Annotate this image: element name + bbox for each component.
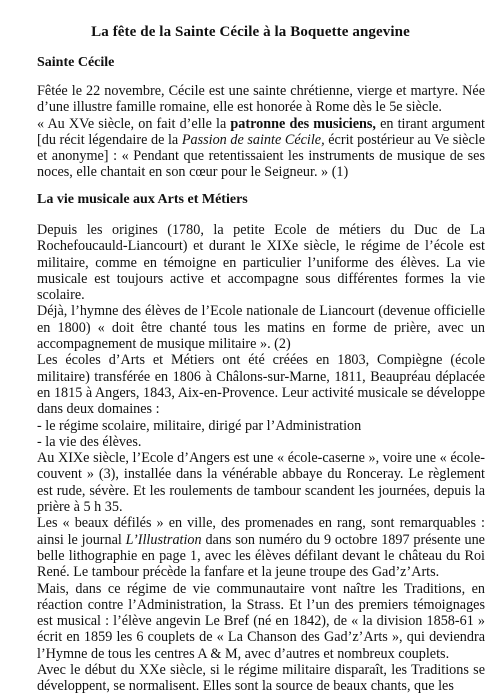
bold-text: patronne des musiciens, xyxy=(230,115,376,132)
paragraph: Au XIXe siècle, l’Ecole d’Angers est une « école-caserne », voire une « école-couvent » (3), installée dans la vénérable abbaye du Ronceray. Le règlement est rude, sévère. Et les roulements de tambour scandent les journées, depuis la prière à 5 h 35. xyxy=(37,450,485,516)
text-run: dans son numéro du 9 octobre 1897 présente une belle lithographie en page 1, avec les élèves défilant devant le château du Roi René. Le tambour précède la fanfare et la jeune troupe des Gad’z’Arts. xyxy=(37,531,485,581)
list-item: - le régime scolaire, militaire, dirigé par l’Administration xyxy=(37,417,362,434)
text-run: écrit postérieur au Ve siècle et anonyme] : « Pendant que retentissaient les instruments de musique de ses noces, elle chantait en son cœur pour le Seigneur. » (1) xyxy=(37,131,485,181)
paragraph: Avec le début du XXe siècle, si le régime militaire disparaît, les Traditions se développent, se normalisent. Elles sont la source de beaux chants, que les xyxy=(37,662,485,695)
section-sainte-cecile-body xyxy=(37,83,485,181)
paragraph-illustration xyxy=(37,515,485,580)
text-run: Les « beaux défilés » en ville, des promenades en rang, sont remarquables : ainsi le journal xyxy=(37,515,485,548)
paragraph: Depuis les origines (1780, la petite Ecole de métiers du Duc de La Rochefoucauld-Liancourt) et durant le XIXe siècle, le régime de l’école est militaire, comme en témoigne en particulier l’uniforme des élèves. La vie musicale est toujours active et accompagne sous différentes formes la vie scolaire. xyxy=(37,222,485,304)
text-run: en tirant argument [du récit légendaire de la xyxy=(37,115,485,148)
paragraph-patronne xyxy=(37,116,485,181)
section-heading-sainte-cecile: Sainte Cécile xyxy=(37,55,115,70)
italic-text: Passion de sainte Cécile, xyxy=(181,131,325,148)
paragraph: Déjà, l’hymne des élèves de l’Ecole nationale de Liancourt (devenue officielle en 1800) « doit être chanté tous les matins en forme de prière, avec un accompagnement de musique militaire ». (2) xyxy=(37,303,485,353)
paragraph: Fêtée le 22 novembre, Cécile est une sainte chrétienne, vierge et martyre. Née d’une illustre famille romaine, elle est honorée à Rome dès le 5e siècle. xyxy=(37,83,485,116)
text-run: « Au XVe siècle, on fait d’elle la xyxy=(37,115,231,132)
section-vie-musicale-body xyxy=(37,222,485,695)
paragraph: Les écoles d’Arts et Métiers ont été créées en 1803, Compiègne (école militaire) transférée en 1806 à Châlons-sur-Marne, 1811, Beaupréau déplacée en 1815 à Angers, 1843, Aix-en-Provence. Leur activité musicale se développe dans deux domaines : xyxy=(37,352,485,418)
list-item: - la vie des élèves. xyxy=(37,433,142,450)
italic-text: L’Illustration xyxy=(125,531,202,548)
paragraph: Mais, dans ce régime de vie communautaire vont naître les Traditions, en réaction contre l’Administration, la Strass. Et l’un des premiers témoignages est musical : l’élève angevin Le Bref (né en 1842), de « la division 1858-61 » écrit en 1859 les 6 couplets de « La Chanson des Gad’z’Arts », qui deviendra l’Hymne de tous les centres A & M, avec d’autres et nombreux couplets. xyxy=(37,580,485,662)
document-title: La fête de la Sainte Cécile à la Boquette angevine xyxy=(91,24,410,40)
section-heading-vie-musicale: La vie musicale aux Arts et Métiers xyxy=(37,192,248,207)
